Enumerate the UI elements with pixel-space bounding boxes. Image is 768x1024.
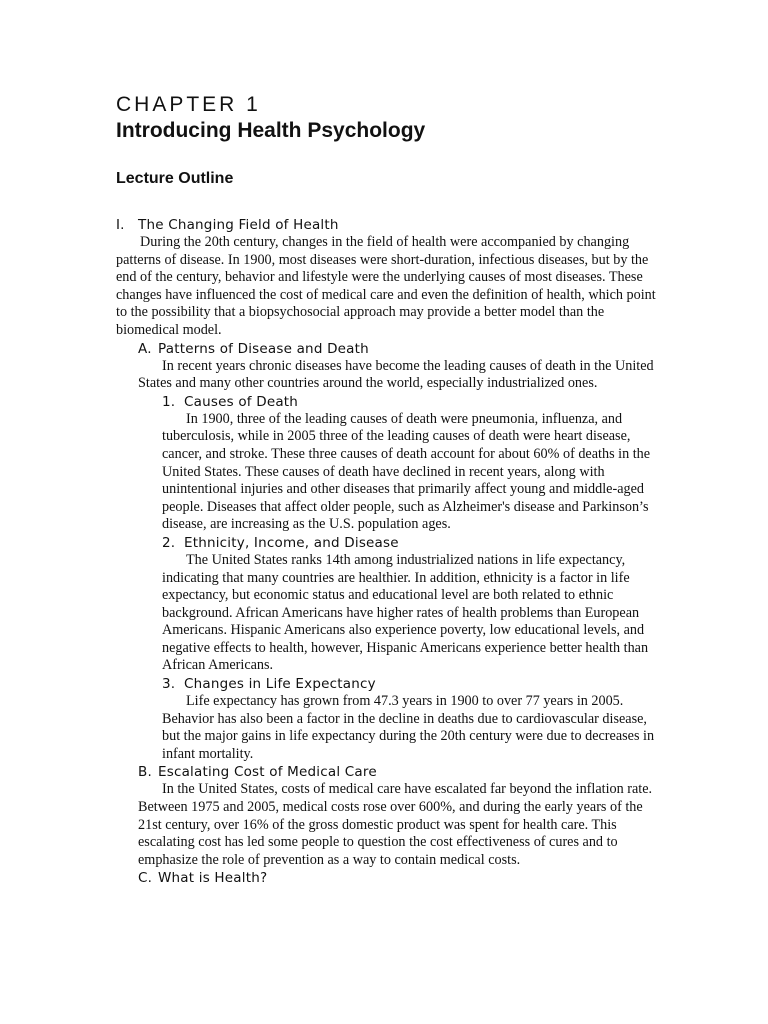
outline-title: Lecture Outline (116, 170, 234, 187)
section-number: B. (138, 764, 152, 781)
section-paragraph-A1: In 1900, three of the leading causes of death were pneumonia, influenza, and tuberculosis, while in 2005 three of the leading causes of death were heart disease, cancer, and stroke. These three causes of death account for about 60% of deaths in the United States. These causes of death have declined in recent years, along with unintentional injuries and other diseases that primarily affect young and middle-aged people. Diseases that affect older people, such as Alzheimer's disease and Parkinson’s disease, are increasing as the U.S. population ages. (162, 410, 651, 533)
section-heading-C (116, 869, 656, 887)
chapter-label: CHAPTER 1 (116, 93, 261, 116)
section-number: 1. (162, 393, 176, 410)
document-page (116, 92, 656, 887)
section-heading-text: Patterns of Disease and Death (158, 340, 369, 357)
section-heading-A (116, 340, 656, 358)
section-paragraph-I: During the 20th century, changes in the field of health were accompanied by changing patterns of disease. In 1900, most diseases were short-duration, infectious diseases, but by the end of the century, behavior and lifestyle were the underlying causes of most diseases. These changes have influenced the cost of medical care and even the definition of health, which point to the possibility that a biopsychosocial approach may provide a better model than the biomedical model. (116, 234, 656, 338)
section-paragraph-A: In recent years chronic diseases have become the leading causes of death in the United States and many other countries around the world, especially industrialized ones. (138, 357, 654, 392)
section-paragraph-A2: The United States ranks 14th among industrialized nations in life expectancy, indicating that many countries are healthier. In addition, ethnicity is a factor in life expectancy, but economic status and educational level are both related to ethnic background. African Americans have higher rates of health problems than European Americans. Hispanic Americans also experience poverty, low educational levels, and negative effects to health, however, Hispanic Americans experience better health than African Americans. (162, 551, 649, 674)
section-number: 2. (162, 534, 176, 551)
section-paragraph-B: In the United States, costs of medical care have escalated far beyond the inflation rate. Between 1975 and 2005, medical costs rose over 600%, and during the early years of the 21st century, over 16% of the gross domestic product was spent for health care. This escalating cost has led some people to question the cost effectiveness of cures and to emphasize the role of prevention as a way to contain medical costs. (138, 781, 653, 868)
section-heading-text: Causes of Death (184, 393, 299, 410)
section-paragraph-A3: Life expectancy has grown from 47.3 years in 1900 to over 77 years in 2005. Behavior has also been a factor in the decline in deaths due to cardiovascular disease, but the major gains in life expectancy during the 20th century were due to decreases in infant mortality. (162, 693, 655, 762)
section-heading-text: Changes in Life Expectancy (184, 676, 376, 693)
section-number: I. (116, 217, 125, 233)
section-heading-A1 (116, 393, 656, 411)
section-heading-text: What is Health? (158, 870, 268, 887)
section-number: 3. (162, 676, 176, 693)
section-heading-text: The Changing Field of Health (138, 217, 339, 233)
section-heading-I (116, 216, 656, 234)
chapter-title: Introducing Health Psychology (116, 119, 426, 142)
section-heading-text: Escalating Cost of Medical Care (158, 764, 377, 781)
section-number: C. (138, 870, 153, 887)
section-heading-A3 (116, 675, 656, 693)
section-heading-A2 (116, 534, 656, 552)
section-number: A. (138, 340, 152, 357)
section-heading-text: Ethnicity, Income, and Disease (184, 534, 399, 551)
section-heading-B (116, 763, 656, 781)
